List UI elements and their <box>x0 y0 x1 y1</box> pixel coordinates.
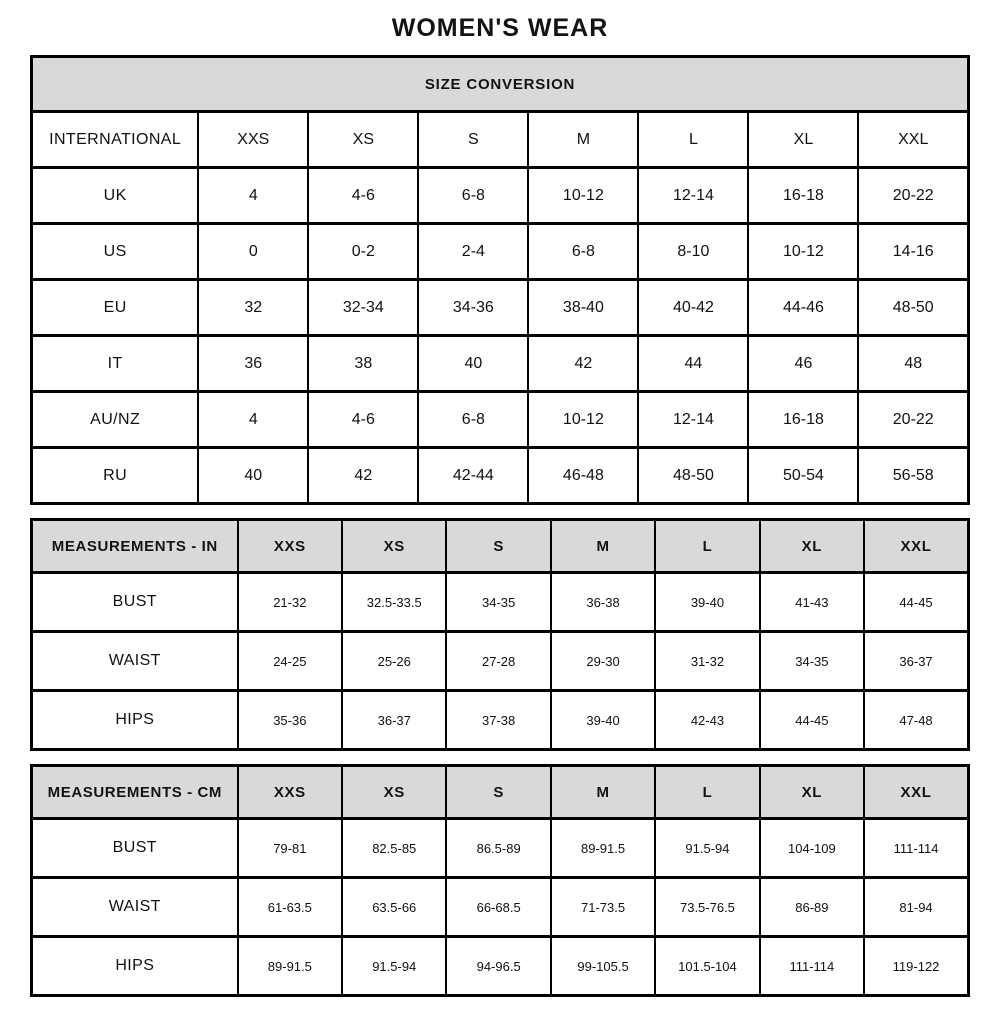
value-cell: 20-22 <box>858 392 968 448</box>
header-row <box>32 766 969 819</box>
value-cell: 32 <box>198 280 308 336</box>
row-label-cell: IT <box>32 336 199 392</box>
header-size-cell: L <box>655 520 759 573</box>
value-cell: XXS <box>198 112 308 168</box>
page-title: WOMEN'S WEAR <box>391 14 609 42</box>
header-size-cell: M <box>551 766 655 819</box>
value-cell: 24-25 <box>238 632 342 691</box>
size-conversion-table <box>30 55 970 505</box>
value-cell: 36-37 <box>864 632 968 691</box>
value-cell: 63.5-66 <box>342 878 446 937</box>
table-row <box>32 878 969 937</box>
header-size-cell: XXS <box>238 766 342 819</box>
page <box>30 0 970 997</box>
value-cell: M <box>528 112 638 168</box>
header-size-cell: XS <box>342 766 446 819</box>
value-cell: XXL <box>858 112 968 168</box>
value-cell: 14-16 <box>858 224 968 280</box>
value-cell: 10-12 <box>528 168 638 224</box>
value-cell: 39-40 <box>655 573 759 632</box>
table-row <box>32 573 969 632</box>
row-label-cell: EU <box>32 280 199 336</box>
table-row <box>32 336 969 392</box>
value-cell: 36-37 <box>342 691 446 750</box>
value-cell: 82.5-85 <box>342 819 446 878</box>
row-label-cell: US <box>32 224 199 280</box>
value-cell: 8-10 <box>638 224 748 280</box>
value-cell: 34-35 <box>446 573 550 632</box>
table-row <box>32 691 969 750</box>
value-cell: 0-2 <box>308 224 418 280</box>
header-size-cell: S <box>446 766 550 819</box>
value-cell: 0 <box>198 224 308 280</box>
table-row <box>32 448 969 504</box>
value-cell: S <box>418 112 528 168</box>
value-cell: 56-58 <box>858 448 968 504</box>
value-cell: 39-40 <box>551 691 655 750</box>
header-size-cell: M <box>551 520 655 573</box>
table-row <box>32 168 969 224</box>
row-label-cell: UK <box>32 168 199 224</box>
value-cell: 89-91.5 <box>551 819 655 878</box>
value-cell: 104-109 <box>760 819 864 878</box>
value-cell: 119-122 <box>864 937 968 996</box>
value-cell: 38 <box>308 336 418 392</box>
header-size-cell: L <box>655 766 759 819</box>
value-cell: 34-36 <box>418 280 528 336</box>
value-cell: 73.5-76.5 <box>655 878 759 937</box>
value-cell: 44-45 <box>760 691 864 750</box>
value-cell: 46-48 <box>528 448 638 504</box>
value-cell: 10-12 <box>528 392 638 448</box>
value-cell: XL <box>748 112 858 168</box>
row-label-cell: RU <box>32 448 199 504</box>
value-cell: 12-14 <box>638 392 748 448</box>
value-cell: L <box>638 112 748 168</box>
value-cell: 47-48 <box>864 691 968 750</box>
value-cell: 111-114 <box>864 819 968 878</box>
value-cell: XS <box>308 112 418 168</box>
value-cell: 42 <box>528 336 638 392</box>
value-cell: 38-40 <box>528 280 638 336</box>
table-row <box>32 392 969 448</box>
value-cell: 21-32 <box>238 573 342 632</box>
value-cell: 32.5-33.5 <box>342 573 446 632</box>
value-cell: 86-89 <box>760 878 864 937</box>
row-label-cell: WAIST <box>32 878 238 937</box>
value-cell: 66-68.5 <box>446 878 550 937</box>
table-row <box>32 819 969 878</box>
value-cell: 111-114 <box>760 937 864 996</box>
header-row <box>32 520 969 573</box>
row-label-cell: HIPS <box>32 937 238 996</box>
table-row <box>32 224 969 280</box>
value-cell: 44-45 <box>864 573 968 632</box>
row-label-cell: WAIST <box>32 632 238 691</box>
row-label-cell: AU/NZ <box>32 392 199 448</box>
table-banner: SIZE CONVERSION <box>32 57 969 112</box>
value-cell: 2-4 <box>418 224 528 280</box>
banner-row <box>32 57 969 112</box>
measurements-in-table <box>30 518 970 751</box>
value-cell: 44 <box>638 336 748 392</box>
value-cell: 99-105.5 <box>551 937 655 996</box>
value-cell: 81-94 <box>864 878 968 937</box>
value-cell: 44-46 <box>748 280 858 336</box>
row-label-cell: BUST <box>32 819 238 878</box>
value-cell: 91.5-94 <box>655 819 759 878</box>
header-size-cell: XS <box>342 520 446 573</box>
value-cell: 61-63.5 <box>238 878 342 937</box>
header-size-cell: XL <box>760 520 864 573</box>
value-cell: 89-91.5 <box>238 937 342 996</box>
value-cell: 48-50 <box>858 280 968 336</box>
value-cell: 36 <box>198 336 308 392</box>
header-size-cell: XL <box>760 766 864 819</box>
value-cell: 29-30 <box>551 632 655 691</box>
value-cell: 16-18 <box>748 392 858 448</box>
value-cell: 35-36 <box>238 691 342 750</box>
header-size-cell: XXS <box>238 520 342 573</box>
table-row <box>32 112 969 168</box>
value-cell: 48 <box>858 336 968 392</box>
header-size-cell: XXL <box>864 766 968 819</box>
value-cell: 48-50 <box>638 448 748 504</box>
value-cell: 34-35 <box>760 632 864 691</box>
value-cell: 42-44 <box>418 448 528 504</box>
value-cell: 94-96.5 <box>446 937 550 996</box>
value-cell: 37-38 <box>446 691 550 750</box>
table-row <box>32 632 969 691</box>
value-cell: 25-26 <box>342 632 446 691</box>
value-cell: 31-32 <box>655 632 759 691</box>
value-cell: 36-38 <box>551 573 655 632</box>
row-label-cell: BUST <box>32 573 238 632</box>
header-size-cell: XXL <box>864 520 968 573</box>
value-cell: 42 <box>308 448 418 504</box>
row-label-cell: INTERNATIONAL <box>32 112 199 168</box>
row-label-cell: HIPS <box>32 691 238 750</box>
value-cell: 41-43 <box>760 573 864 632</box>
value-cell: 101.5-104 <box>655 937 759 996</box>
value-cell: 40 <box>418 336 528 392</box>
value-cell: 10-12 <box>748 224 858 280</box>
value-cell: 4-6 <box>308 392 418 448</box>
value-cell: 6-8 <box>418 168 528 224</box>
value-cell: 27-28 <box>446 632 550 691</box>
value-cell: 40 <box>198 448 308 504</box>
value-cell: 6-8 <box>528 224 638 280</box>
value-cell: 4 <box>198 168 308 224</box>
value-cell: 32-34 <box>308 280 418 336</box>
value-cell: 40-42 <box>638 280 748 336</box>
value-cell: 12-14 <box>638 168 748 224</box>
value-cell: 79-81 <box>238 819 342 878</box>
value-cell: 4-6 <box>308 168 418 224</box>
value-cell: 16-18 <box>748 168 858 224</box>
header-label-cell: MEASUREMENTS - IN <box>32 520 238 573</box>
value-cell: 6-8 <box>418 392 528 448</box>
table-row <box>32 937 969 996</box>
value-cell: 4 <box>198 392 308 448</box>
table-row <box>32 280 969 336</box>
value-cell: 20-22 <box>858 168 968 224</box>
measurements-cm-table <box>30 764 970 997</box>
value-cell: 46 <box>748 336 858 392</box>
value-cell: 91.5-94 <box>342 937 446 996</box>
header-size-cell: S <box>446 520 550 573</box>
value-cell: 50-54 <box>748 448 858 504</box>
header-label-cell: MEASUREMENTS - CM <box>32 766 238 819</box>
value-cell: 86.5-89 <box>446 819 550 878</box>
value-cell: 71-73.5 <box>551 878 655 937</box>
value-cell: 42-43 <box>655 691 759 750</box>
